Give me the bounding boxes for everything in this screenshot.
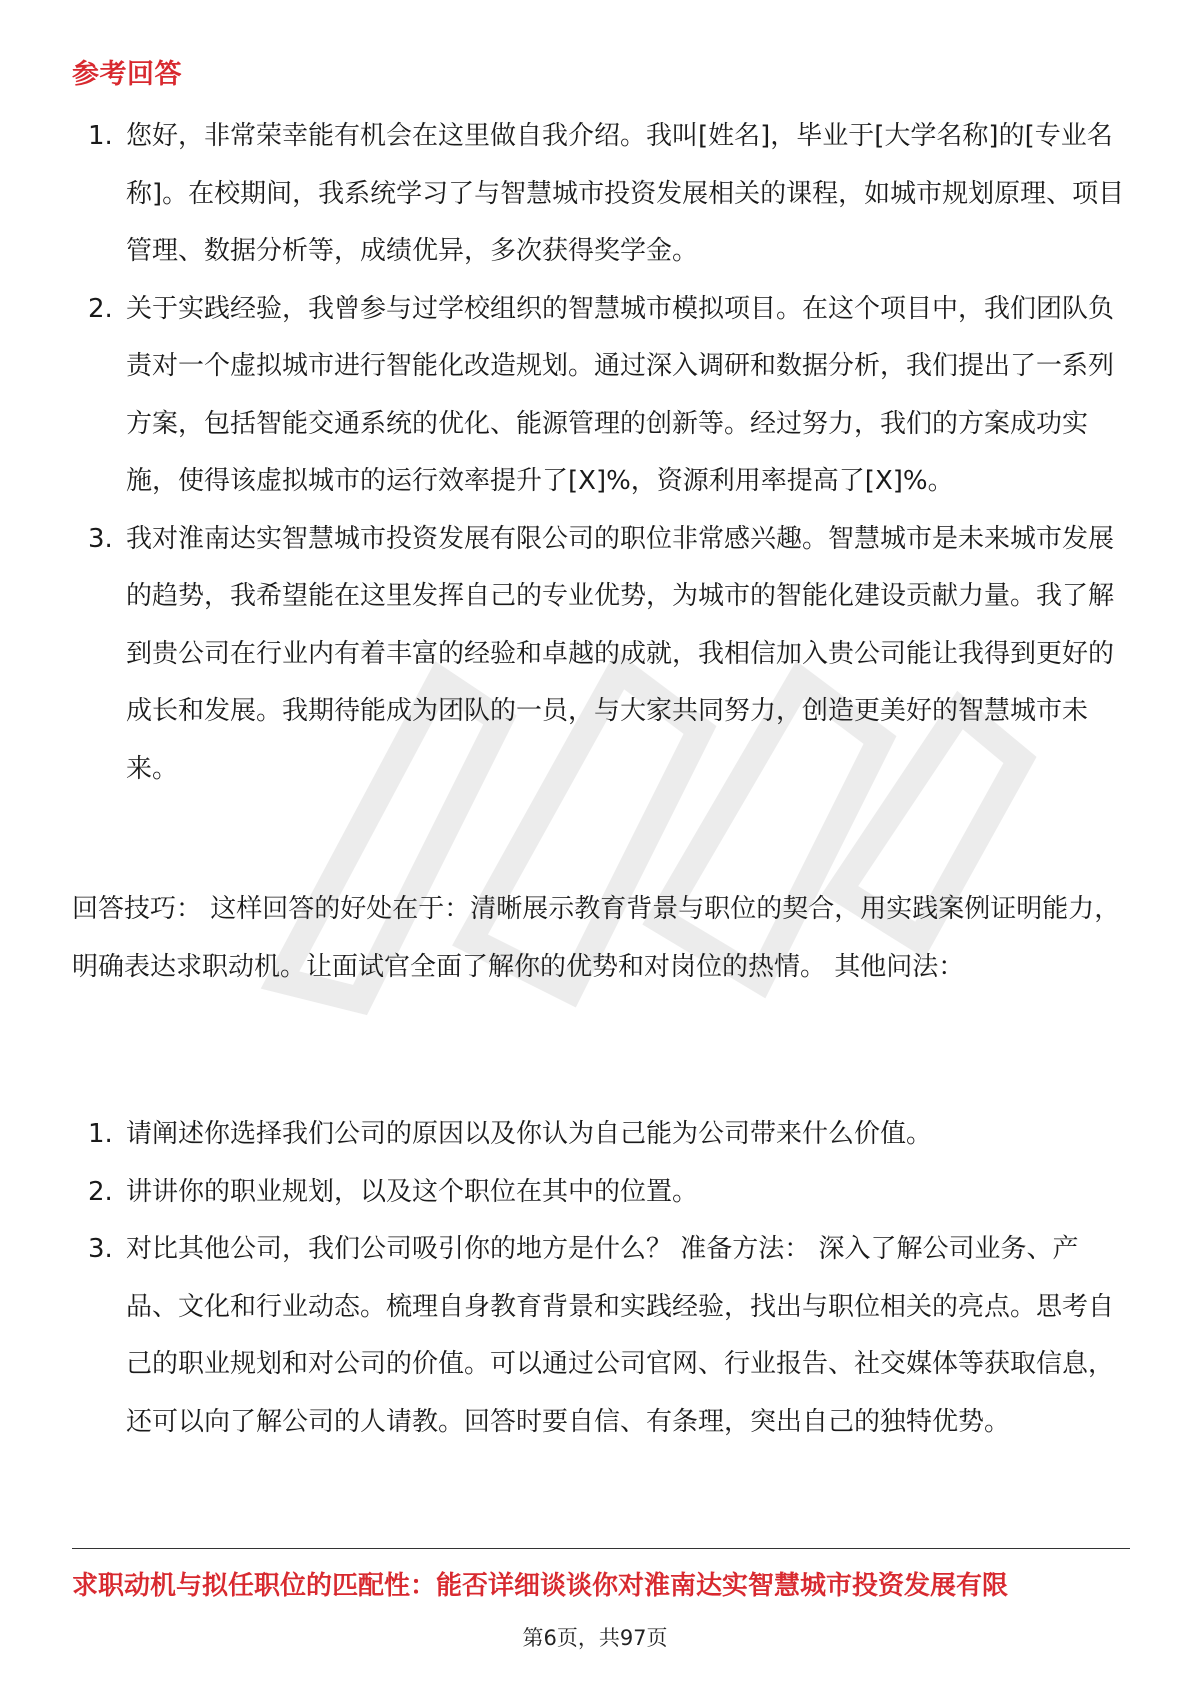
list-number: 1. <box>88 121 113 151</box>
section-title: 参考回答 <box>72 59 182 90</box>
question-text: 讲讲你的职业规划，以及这个职位在其中的位置。 <box>126 1176 699 1207</box>
alternate-question-list <box>72 1106 1130 1451</box>
answer-text: 您好，非常荣幸能有机会在这里做自我介绍。我叫[姓名]，毕业于[大学名称]的[专业名称]。在校期间，我系统学习了与智慧城市投资发展相关的课程，如城市规划原理、项目管理、数据分析等，成绩优异，多次获得奖学金。 <box>126 121 1125 266</box>
answer-text: 我对淮南达实智慧城市投资发展有限公司的职位非常感兴趣。智慧城市是未来城市发展的趋势，我希望能在这里发挥自己的专业优势，为城市的智能化建设贡献力量。我了解到贵公司在行业内有着丰富的经验和卓越的成就，我相信加入贵公司能让我得到更好的成长和发展。我期待能成为团队的一员，与大家共同努力，创造更美好的智慧城市未来。 <box>126 523 1115 784</box>
answer-item <box>72 108 1130 281</box>
question-text: 对比其他公司，我们公司吸引你的地方是什么？ 准备方法： 深入了解公司业务、产品、文化和行业动态。梳理自身教育背景和实践经验，找出与职位相关的亮点。思考自己的职业规划和对公司的价值。可以通过公司官网、行业报告、社交媒体等获取信息，还可以向了解公司的人请教。回答时要自信、有条理，突出自己的独特优势。 <box>126 1234 1115 1437</box>
question-item <box>72 1106 1130 1164</box>
answer-item <box>72 281 1130 511</box>
divider <box>72 1548 1130 1549</box>
list-number: 1. <box>88 1119 113 1149</box>
answer-list <box>72 108 1130 798</box>
next-question-heading: 求职动机与拟任职位的匹配性：能否详细谈谈你对淮南达实智慧城市投资发展有限 <box>72 1571 1009 1601</box>
answer-item <box>72 511 1130 799</box>
list-number: 2. <box>88 293 113 324</box>
answer-text: 关于实践经验，我曾参与过学校组织的智慧城市模拟项目。在这个项目中，我们团队负责对一个虚拟城市进行智能化改造规划。通过深入调研和数据分析，我们提出了一系列方案，包括智能交通系统的优化、能源管理的创新等。经过努力，我们的方案成功实施，使得该虚拟城市的运行效率提升了[X]%，资源利用率提高了[X]%。 <box>126 293 1115 496</box>
answer-tips: 回答技巧： 这样回答的好处在于：清晰展示教育背景与职位的契合，用实践案例证明能力，明确表达求职动机。让面试官全面了解你的优势和对岗位的热情。 其他问法： <box>72 894 1121 982</box>
question-text: 请阐述你选择我们公司的原因以及你认为自己能为公司带来什么价值。 <box>126 1119 933 1149</box>
list-number: 3. <box>88 1234 113 1264</box>
list-number: 3. <box>88 523 113 554</box>
list-number: 2. <box>88 1176 113 1207</box>
question-item <box>72 1164 1130 1222</box>
question-item <box>72 1221 1130 1451</box>
page-number: 第6页，共97页 <box>522 1626 668 1650</box>
